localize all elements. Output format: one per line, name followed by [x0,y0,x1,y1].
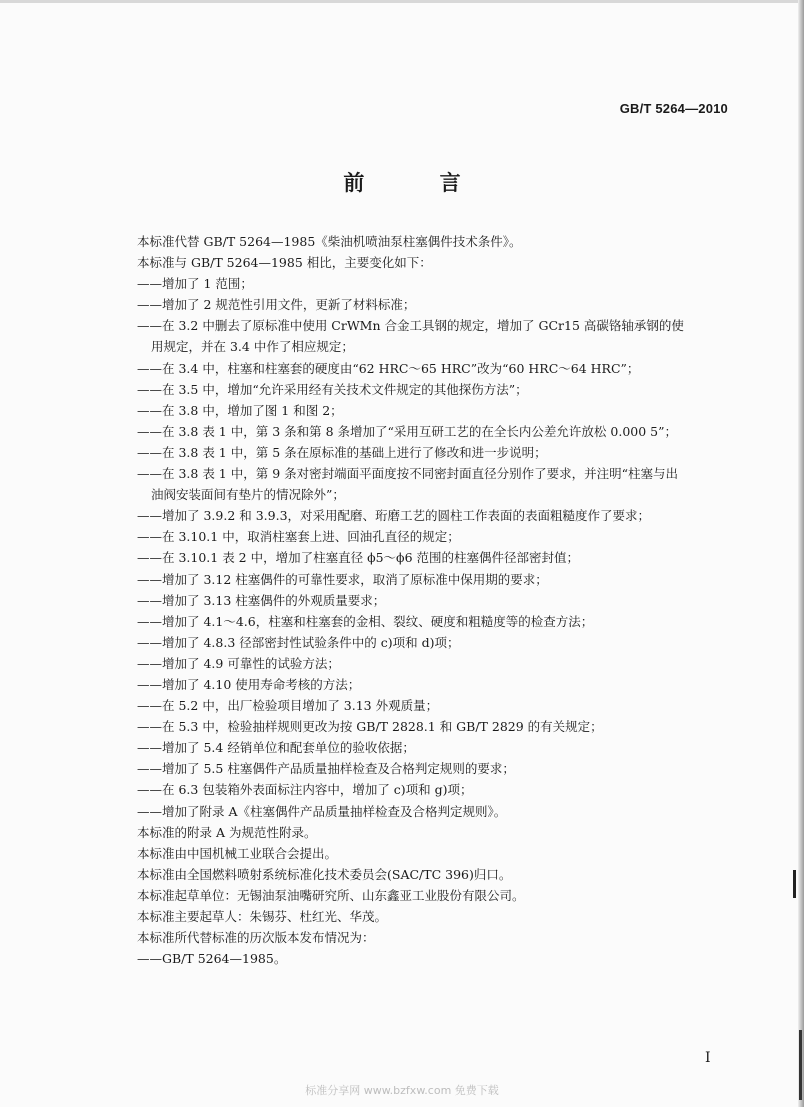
text-line: 本标准由全国燃料喷射系统标准化技术委员会(SAC/TC 396)归口。 [137,866,512,882]
list-item: ——增加了 5.5 柱塞偶件产品质量抽样检查及合格判定规则的要求； [137,761,515,777]
scan-artifact-mark [793,870,796,898]
list-item: ——增加了 3.12 柱塞偶件的可靠性要求，取消了原标准中保用期的要求； [137,571,548,587]
list-item: ——在 3.5 中，增加“允许采用经有关技术文件规定的其他探伤方法”； [137,381,528,397]
text-line: 本标准代替 GB/T 5264—1985《柴油机喷油泵柱塞偶件技术条件》。 [137,234,522,249]
text-line: 本标准由中国机械工业联合会提出。 [137,845,338,861]
list-item: ——在 5.2 中，出厂检验项目增加了 3.13 外观质量； [137,698,439,714]
list-item: ——增加了 1 范围； [137,276,253,292]
page-title: 前 言 [343,171,495,195]
list-item: ——增加了 2 规范性引用文件，更新了材料标准； [137,297,416,313]
list-item: ——在 3.2 中删去了原标准中使用 CrWMn 合金工具钢的规定，增加了 GCr15 高碳铬轴承钢的使 [137,318,684,334]
list-item: ——在 6.3 包装箱外表面标注内容中，增加了 c)项和 g)项； [137,782,473,798]
list-item: ——增加了 3.13 柱塞偶件的外观质量要求； [137,592,386,608]
list-item: ——在 5.3 中，检验抽样规则更改为按 GB/T 2828.1 和 GB/T 2829 的有关规定； [137,719,603,735]
list-item: ——增加了 4.8.3 径部密封性试验条件中的 c)项和 d)项； [137,634,460,650]
list-item: ——增加了 5.4 经销单位和配套单位的验收依据； [137,740,415,756]
list-item: ——在 3.10.1 表 2 中，增加了柱塞直径 ϕ5～ϕ6 范围的柱塞偶件径部密封值； [137,550,579,566]
list-item: ——GB/T 5264—1985。 [137,951,287,967]
text-line: 本标准主要起草人：朱锡芬、杜红光、华茂。 [137,909,388,924]
list-item: ——在 3.8 中，增加了图 1 和图 2； [137,402,343,418]
foreword-body [137,231,737,969]
list-item: ——在 3.8 表 1 中，第 3 条和第 8 条增加了“采用互研工艺的在全长内公差允许放松 0.000 5”； [137,423,677,439]
list-item: ——增加了 3.9.2 和 3.9.3，对采用配磨、珩磨工艺的圆柱工作表面的表面粗糙度作了要求； [137,508,651,524]
scan-edge-top [0,0,804,3]
list-item-continuation: 油阀安装面间有垫片的情况除外”； [151,487,345,503]
text-line: 本标准的附录 A 为规范性附录。 [137,824,317,840]
list-item: ——在 3.10.1 中，取消柱塞套上进、回油孔直径的规定； [137,529,460,545]
list-item-continuation: 用规定，并在 3.4 中作了相应规定； [151,339,354,355]
standard-number: GB/T 5264—2010 [619,101,728,116]
page-number: I [705,1050,711,1066]
list-item: ——在 3.8 表 1 中，第 5 条在原标准的基础上进行了修改和进一步说明； [137,444,547,460]
list-item: ——在 3.8 表 1 中，第 9 条对密封端面平面度按不同密封面直径分别作了要求，并注明“柱塞与出 [137,466,679,482]
text-line: 本标准与 GB/T 5264—1985 相比，主要变化如下： [137,255,432,271]
list-item: ——增加了附录 A《柱塞偶件产品质量抽样检查及合格判定规则》。 [137,803,507,819]
watermark-footer: 标准分享网 www.bzfxw.com 免费下载 [305,1084,499,1097]
list-item: ——增加了 4.9 可靠性的试验方法； [137,655,340,671]
list-item: ——在 3.4 中，柱塞和柱塞套的硬度由“62 HRC～65 HRC”改为“60 HRC～64 HRC”； [137,360,640,376]
list-item: ——增加了 4.1～4.6，柱塞和柱塞套的金相、裂纹、硬度和粗糙度等的检查方法； [137,613,594,629]
text-line: 本标准起草单位：无锡油泵油嘴研究所、山东鑫亚工业股份有限公司。 [137,887,525,903]
list-item: ——增加了 4.10 使用寿命考核的方法； [137,676,361,692]
text-line: 本标准所代替标准的历次版本发布情况为： [137,930,375,946]
